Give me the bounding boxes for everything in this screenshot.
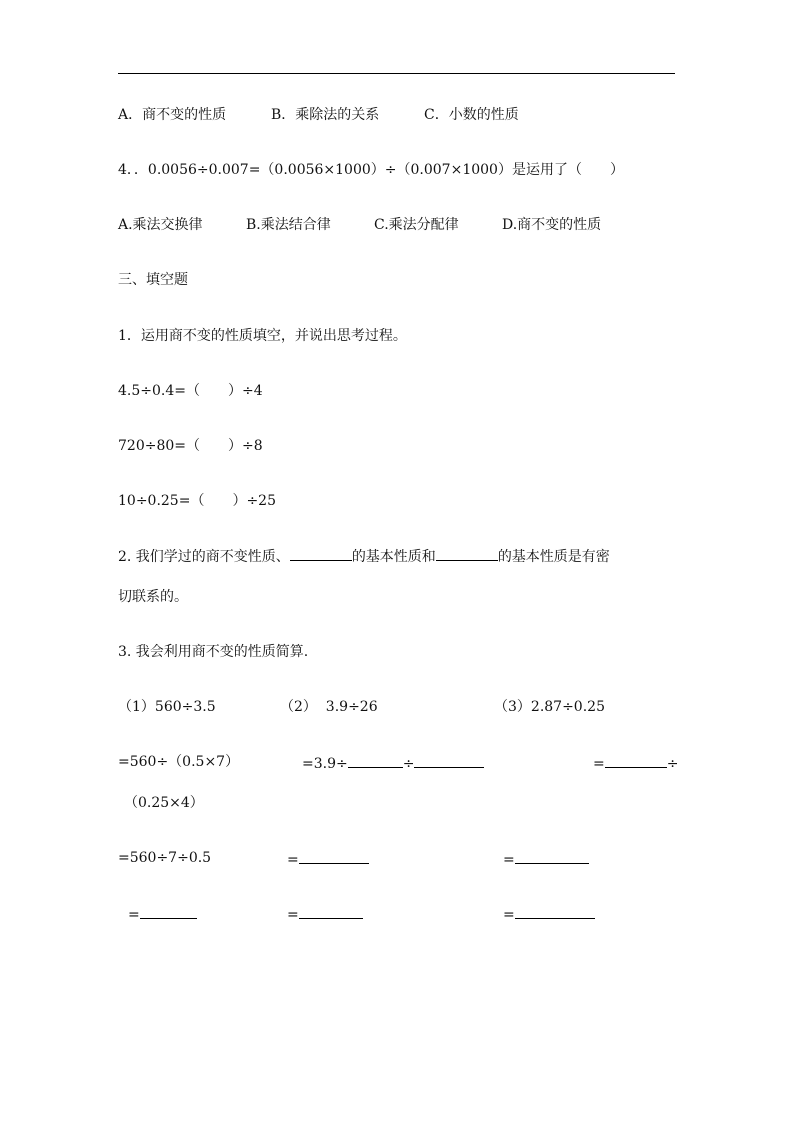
p2-step-2 bbox=[287, 849, 369, 869]
p1-step-3-eq: = bbox=[128, 907, 140, 923]
p3-step-1-suffix: ÷ bbox=[666, 756, 679, 772]
p2-step-3-eq: = bbox=[287, 907, 299, 923]
p1-step-2: =560÷7÷0.5 bbox=[118, 850, 212, 866]
p3-blank-dividend[interactable] bbox=[605, 753, 667, 768]
fill3-problem-3: （3）2.87÷0.25 bbox=[494, 699, 605, 715]
q4-option-b: B.乘法结合律 bbox=[246, 217, 331, 233]
p2-step-3 bbox=[287, 904, 363, 924]
fill1-line-3: 10÷0.25=（ ）÷25 bbox=[118, 493, 276, 509]
fill1-stem: 1．运用商不变的性质填空，并说出思考过程。 bbox=[118, 328, 407, 344]
fill2-text-2: 的基本性质和 bbox=[351, 549, 436, 565]
p3-blank-step-2[interactable] bbox=[515, 849, 589, 864]
q4-option-c: C.乘法分配律 bbox=[374, 217, 459, 233]
fill2-line-2: 切联系的。 bbox=[118, 589, 188, 605]
p3-step-2-eq: = bbox=[503, 852, 515, 868]
p3-step-1-cont: （0.25×4） bbox=[124, 795, 204, 811]
p3-step-3-eq: = bbox=[503, 907, 515, 923]
q3-option-c: C．小数的性质 bbox=[424, 107, 519, 123]
p2-blank-step-2[interactable] bbox=[299, 849, 369, 864]
p2-step-1-mid: ÷ bbox=[402, 756, 415, 772]
fill1-line-2: 720÷80=（ ）÷8 bbox=[118, 438, 263, 454]
q3-option-a: A．商不变的性质 bbox=[118, 107, 227, 123]
p3-step-3 bbox=[503, 904, 595, 924]
fill3-problem-1: （1）560÷3.5 bbox=[118, 699, 216, 715]
q3-option-b: B．乘除法的关系 bbox=[271, 107, 380, 123]
p2-step-2-eq: = bbox=[287, 852, 299, 868]
p3-step-1-prefix: = bbox=[593, 756, 605, 772]
p1-blank-step-3[interactable] bbox=[140, 904, 197, 919]
fill2-blank-1[interactable] bbox=[290, 546, 352, 561]
p2-step-1 bbox=[302, 753, 484, 773]
fill2-blank-2[interactable] bbox=[436, 546, 498, 561]
p2-blank-dividend[interactable] bbox=[348, 753, 403, 768]
p3-blank-step-3[interactable] bbox=[515, 904, 595, 919]
p3-step-1 bbox=[593, 753, 678, 773]
p2-step-1-prefix: =3.9÷ bbox=[302, 756, 348, 772]
q4-option-d: D.商不变的性质 bbox=[502, 217, 602, 233]
q4-stem: 4．．0.0056÷0.007=（0.0056×1000）÷（0.007×1000）是运用了（ ） bbox=[118, 162, 624, 178]
p3-step-2 bbox=[503, 849, 589, 869]
p1-step-1: =560÷（0.5×7） bbox=[118, 754, 240, 770]
fill3-stem: 3. 我会利用商不变的性质简算. bbox=[118, 644, 309, 660]
fill3-problem-2: （2） 3.9÷26 bbox=[280, 699, 378, 715]
fill2-line-1 bbox=[118, 546, 610, 566]
header-rule bbox=[118, 73, 675, 74]
p1-step-3 bbox=[128, 904, 197, 924]
section-title: 三、填空题 bbox=[118, 272, 188, 288]
p2-blank-step-3[interactable] bbox=[299, 904, 363, 919]
q4-option-a: A.乘法交换律 bbox=[118, 217, 203, 233]
fill1-line-1: 4.5÷0.4=（ ）÷4 bbox=[118, 383, 263, 399]
fill2-text-3: 的基本性质是有密 bbox=[497, 549, 610, 565]
p2-blank-divisor[interactable] bbox=[414, 753, 484, 768]
fill2-text-1: 2. 我们学过的商不变性质、 bbox=[118, 549, 290, 565]
